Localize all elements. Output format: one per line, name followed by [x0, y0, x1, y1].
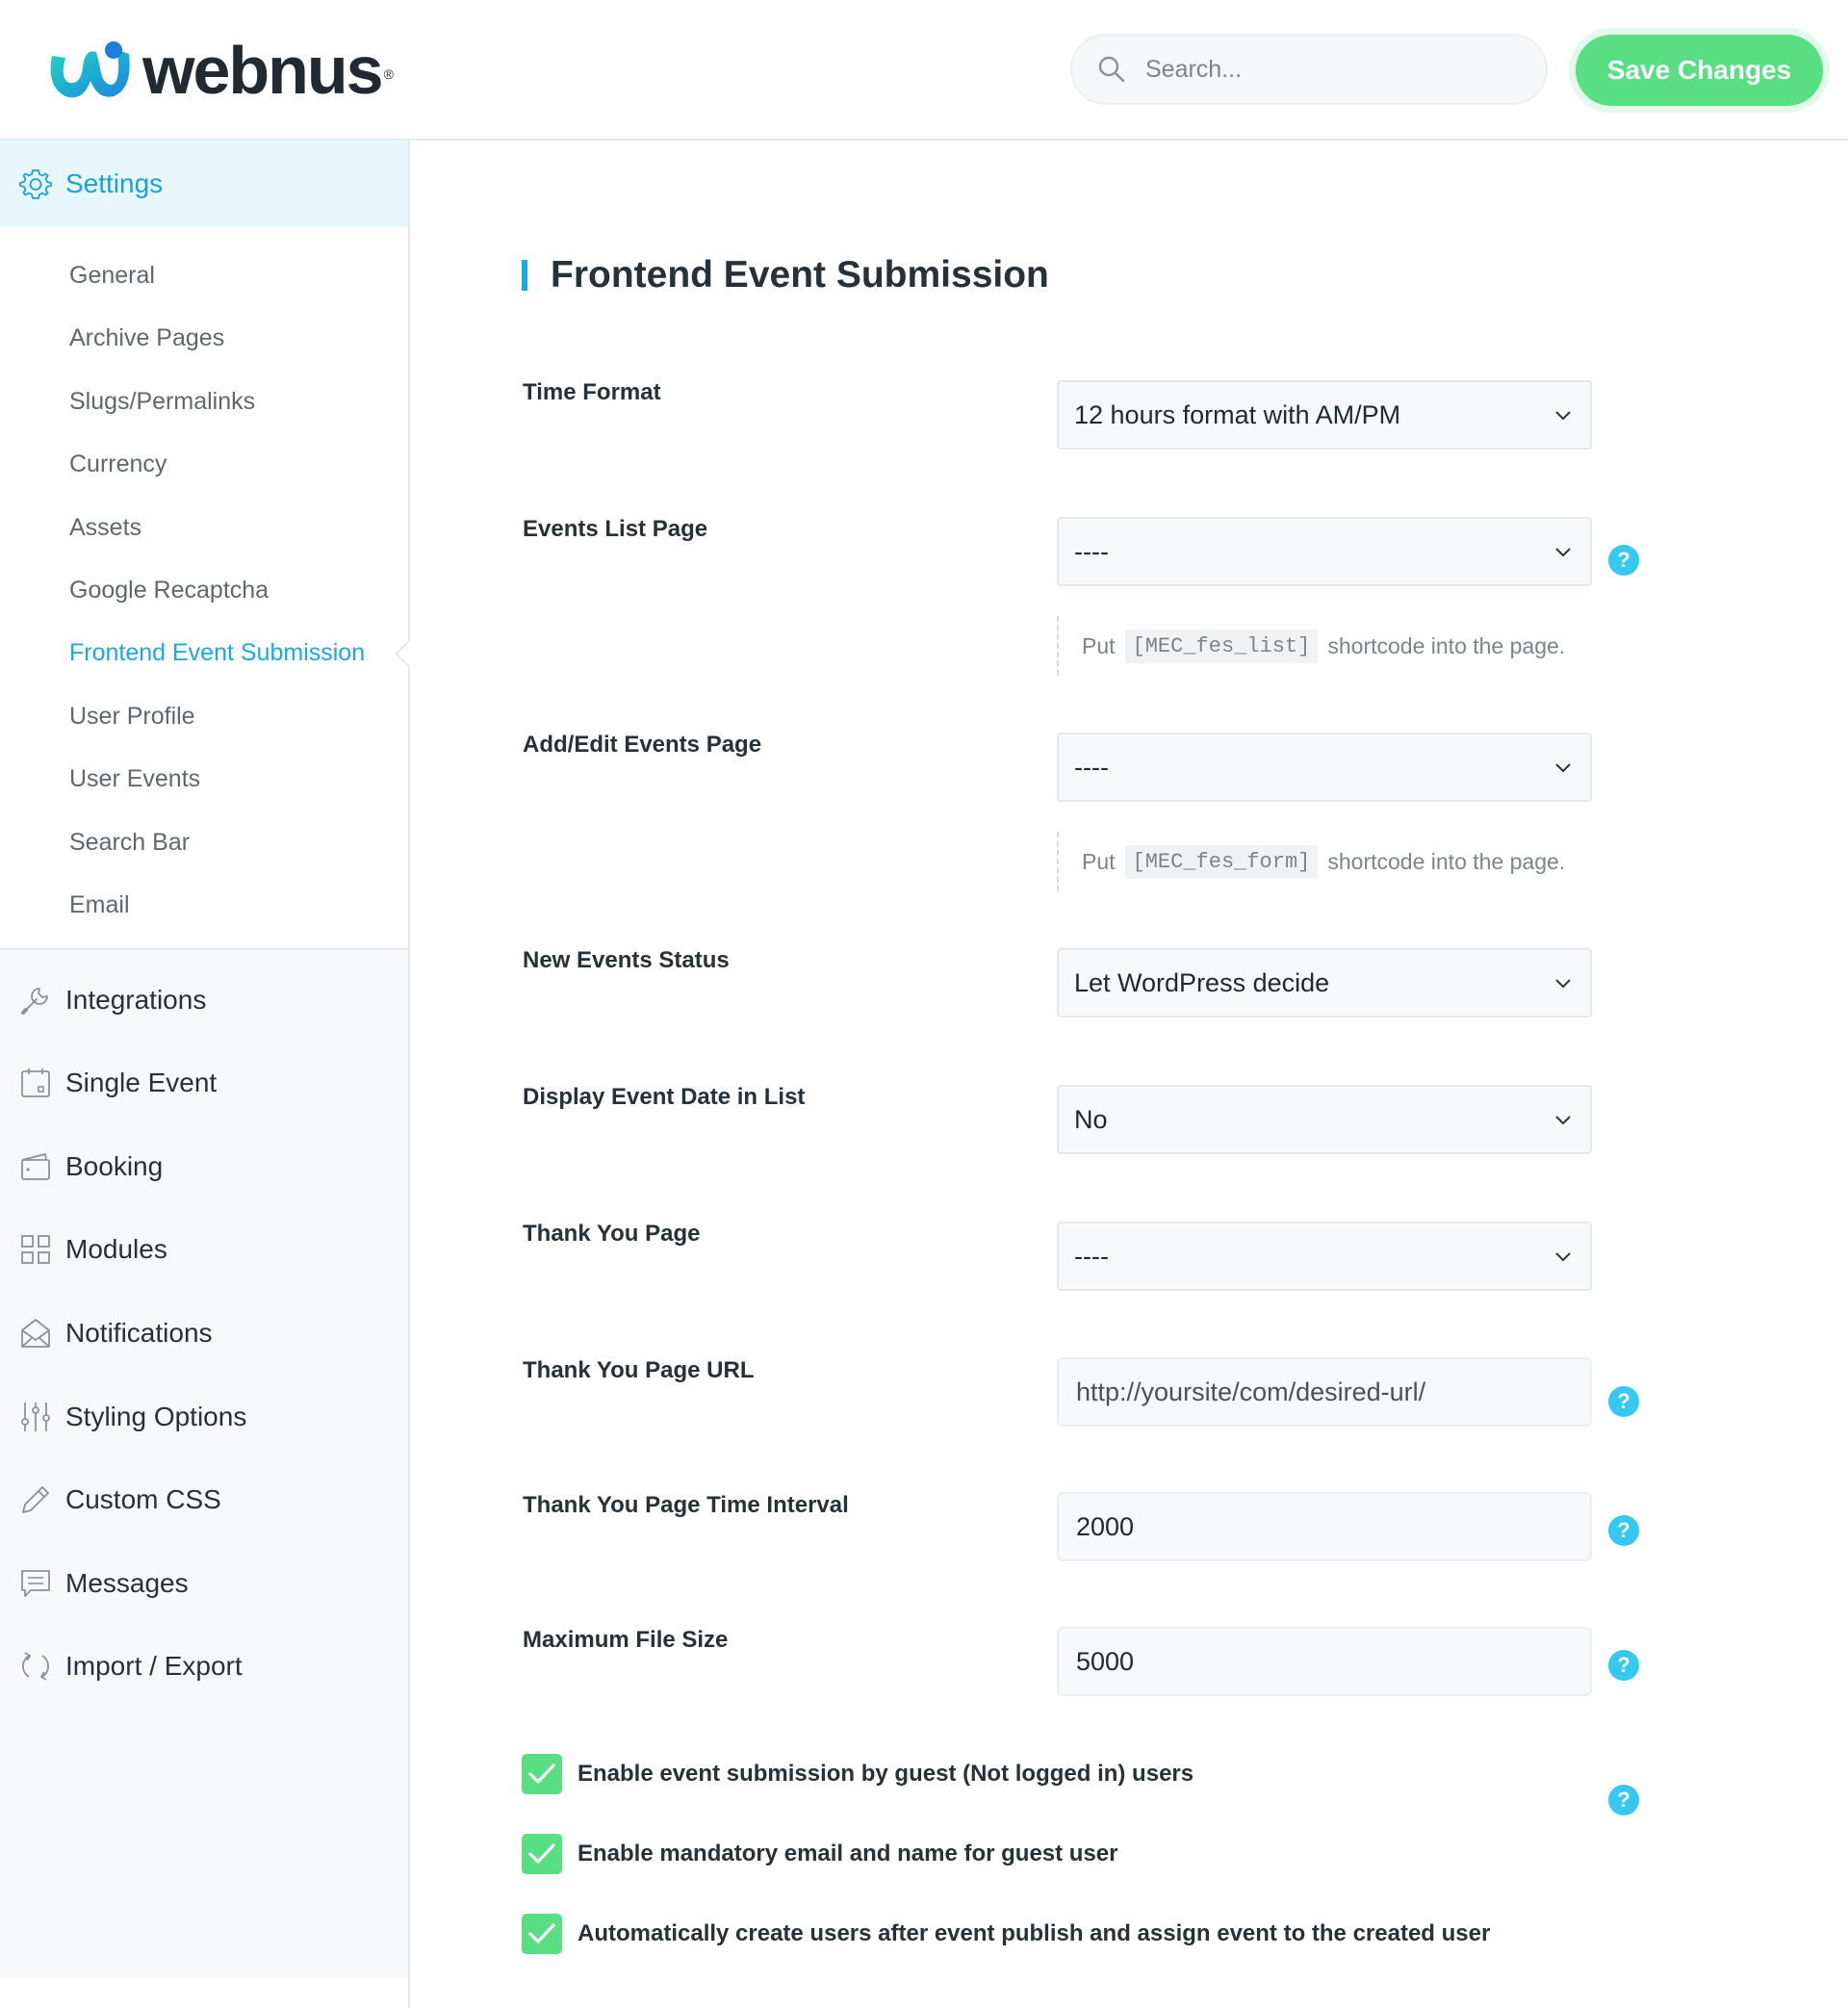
sidebar-item-settings[interactable] — [0, 141, 408, 227]
checkmark-icon — [527, 1842, 556, 1866]
pencil-icon — [19, 1483, 52, 1516]
select-value: ---- — [1074, 536, 1109, 566]
sidebar-item-booking[interactable] — [0, 1124, 408, 1208]
checkbox-label: Enable event submission by guest (Not logged in) users — [578, 1761, 1194, 1787]
help-icon-thank-you-page[interactable]: ? — [1608, 1386, 1639, 1417]
submenu-item-google-recaptcha[interactable]: Google Recaptcha — [69, 576, 270, 604]
chevron-down-icon — [1553, 760, 1573, 774]
label-max-file-size: Maximum File Size — [523, 1627, 729, 1653]
sidebar-item-label: Import / Export — [65, 1651, 243, 1682]
logo-text: webnus ® — [142, 33, 392, 108]
select-value: No — [1074, 1104, 1108, 1134]
label-display-event-date: Display Event Date in List — [523, 1084, 806, 1110]
main-content — [412, 141, 1848, 2008]
help-icon-max-file-size[interactable]: ? — [1608, 1785, 1639, 1815]
search-input[interactable] — [1143, 55, 1513, 85]
message-icon — [19, 1567, 52, 1600]
submenu-item-search-bar[interactable]: Search Bar — [69, 828, 191, 856]
select-value: ---- — [1074, 1241, 1109, 1271]
sidebar-main-menu — [0, 948, 408, 1978]
checkbox-guest-submission[interactable] — [522, 1754, 1194, 1794]
sidebar-item-label: Booking — [65, 1150, 164, 1181]
sidebar-item-integrations[interactable] — [0, 958, 408, 1042]
sidebar-item-label: Modules — [65, 1234, 167, 1265]
label-add-edit-events-page: Add/Edit Events Page — [523, 732, 762, 758]
select-value: 12 hours format with AM/PM — [1074, 399, 1401, 429]
grid-icon — [19, 1233, 52, 1266]
sidebar-settings-label: Settings — [65, 168, 164, 198]
label-thank-you-page: Thank You Page — [523, 1221, 701, 1247]
sidebar-item-single-event[interactable] — [0, 1042, 408, 1125]
sidebar-item-messages[interactable] — [0, 1541, 408, 1625]
submenu-item-slugs-permalinks[interactable]: Slugs/Permalinks — [69, 387, 256, 415]
checkbox-mandatory-email-name[interactable] — [522, 1834, 1118, 1874]
max-file-size-input[interactable] — [1057, 1627, 1592, 1696]
submenu-item-email[interactable]: Email — [69, 890, 130, 918]
chevron-down-icon — [1553, 545, 1573, 558]
chevron-down-icon — [1553, 1113, 1573, 1126]
select-new-events-status[interactable] — [1057, 948, 1592, 1017]
sidebar-item-import-export[interactable] — [0, 1625, 408, 1709]
checkbox-checked[interactable] — [522, 1914, 562, 1954]
chevron-down-icon — [1553, 1249, 1573, 1263]
checkbox-auto-create-users[interactable] — [522, 1914, 1490, 1954]
label-new-events-status: New Events Status — [523, 947, 730, 973]
sidebar-item-label: Notifications — [65, 1317, 213, 1348]
save-changes-button[interactable]: Save Changes — [1576, 35, 1823, 106]
shortcode-fes-form: [MEC_fes_form] — [1125, 845, 1319, 879]
gear-icon — [19, 167, 52, 200]
submenu-item-user-profile[interactable]: User Profile — [69, 702, 195, 730]
sidebar-item-modules[interactable] — [0, 1208, 408, 1292]
sidebar — [0, 141, 410, 2008]
sidebar-item-label: Single Event — [65, 1068, 218, 1098]
label-events-list-page: Events List Page — [523, 516, 708, 542]
sidebar-item-label: Messages — [65, 1567, 189, 1598]
sync-icon — [19, 1650, 52, 1683]
title-accent-bar — [522, 260, 527, 291]
submenu-item-general[interactable]: General — [69, 262, 155, 289]
thank-you-interval-input[interactable] — [1057, 1492, 1592, 1561]
webnus-logo[interactable] — [44, 33, 392, 108]
checkbox-checked[interactable] — [522, 1834, 562, 1874]
checkbox-checked[interactable] — [522, 1754, 562, 1794]
select-value: ---- — [1074, 752, 1109, 782]
submenu-item-assets[interactable]: Assets — [69, 513, 142, 541]
checkbox-label: Enable mandatory email and name for guest user — [578, 1841, 1118, 1866]
sliders-icon — [19, 1401, 52, 1433]
webnus-logo-mark-icon — [44, 39, 133, 102]
select-add-edit-events-page[interactable] — [1057, 733, 1592, 802]
label-time-format: Time Format — [523, 379, 661, 405]
thank-you-url-input[interactable] — [1057, 1357, 1592, 1427]
chevron-down-icon — [1553, 408, 1573, 422]
checkmark-icon — [527, 1763, 556, 1786]
top-header — [0, 0, 1848, 141]
sidebar-item-styling-options[interactable] — [0, 1375, 408, 1458]
label-thank-you-interval: Thank You Page Time Interval — [523, 1492, 849, 1518]
wallet-icon — [19, 1150, 52, 1183]
select-value: Let WordPress decide — [1074, 967, 1330, 997]
settings-submenu — [0, 227, 408, 948]
page-title-wrap — [522, 254, 1049, 296]
submenu-item-archive-pages[interactable]: Archive Pages — [69, 324, 225, 352]
search-box[interactable] — [1070, 34, 1548, 105]
select-events-list-page[interactable] — [1057, 517, 1592, 586]
sidebar-item-label: Integrations — [65, 984, 207, 1015]
help-icon-thank-you-interval[interactable]: ? — [1608, 1650, 1639, 1681]
sidebar-item-label: Custom CSS — [65, 1484, 221, 1515]
hint-events-list-shortcode: Put [MEC_fes_list] shortcode into the page. — [1057, 616, 1565, 676]
submenu-item-currency[interactable]: Currency — [69, 451, 167, 478]
help-icon-time-format[interactable]: ? — [1608, 545, 1639, 576]
calendar-icon — [19, 1067, 52, 1099]
select-thank-you-page[interactable] — [1057, 1222, 1592, 1291]
shortcode-fes-list: [MEC_fes_list] — [1125, 630, 1319, 663]
envelope-icon — [19, 1317, 52, 1350]
sidebar-item-label: Styling Options — [65, 1401, 247, 1431]
select-time-format[interactable] — [1057, 380, 1592, 450]
checkmark-icon — [527, 1922, 556, 1945]
page-title: Frontend Event Submission — [551, 254, 1049, 296]
search-icon — [1097, 55, 1126, 84]
help-icon-thank-you-url[interactable]: ? — [1608, 1515, 1639, 1546]
select-display-event-date[interactable] — [1057, 1085, 1592, 1154]
sidebar-item-notifications[interactable] — [0, 1292, 408, 1376]
chevron-down-icon — [1553, 976, 1573, 990]
checkbox-label: Automatically create users after event publish and assign event to the created user — [578, 1920, 1491, 1946]
submenu-item-frontend-event-submission[interactable]: Frontend Event Submission — [0, 622, 408, 684]
wrench-icon — [19, 984, 52, 1017]
sidebar-item-custom-css[interactable] — [0, 1458, 408, 1542]
hint-add-edit-shortcode: Put [MEC_fes_form] shortcode into the page. — [1057, 832, 1565, 891]
label-thank-you-url: Thank You Page URL — [523, 1357, 755, 1383]
submenu-item-user-events[interactable]: User Events — [69, 765, 201, 793]
